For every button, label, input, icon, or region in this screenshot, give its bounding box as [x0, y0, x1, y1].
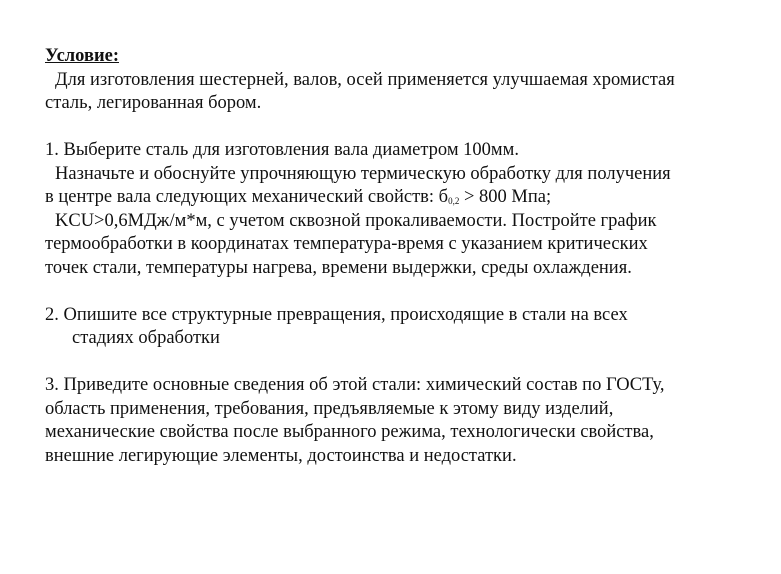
task-1-line: KCU>0,6МДж/м*м, с учетом сквозной прокаливаемости. Постройте график [55, 210, 657, 231]
task-3-line: 3. Приведите основные сведения об этой стали: химический состав по ГОСТу, [45, 375, 665, 395]
task-1-text: > 800 Мпа; [459, 187, 552, 207]
task-3-line: механические свойства после выбранного режима, технологически свойства, [45, 422, 654, 442]
task-1-line: Назначьте и обоснуйте упрочняющую термическую обработку для получения [55, 163, 671, 184]
paragraph-gap [45, 116, 765, 140]
task-3-line: область применения, требования, предъявляемые к этому виду изделий, [45, 398, 614, 419]
condition-title: Условие: [45, 46, 119, 66]
condition-text-line: сталь, легированная бором. [45, 93, 262, 113]
task-1-line: точек стали, температуры нагрева, времени выдержки, среды охлаждения. [45, 257, 632, 278]
document-body [45, 45, 765, 468]
task-3-line: внешние легирующие элементы, достоинства и недостатки. [45, 445, 517, 466]
task-1-section [45, 139, 765, 280]
task-2-line: стадиях обработки [72, 328, 220, 348]
task-2-section [45, 304, 765, 351]
paragraph-gap [45, 351, 765, 375]
task-1-line-with-subscript [45, 186, 765, 210]
task-1-text: в центре вала следующих механический свойств: б [45, 187, 449, 207]
task-3-section [45, 374, 765, 468]
task-2-line: 2. Опишите все структурные превращения, происходящие в стали на всех [45, 304, 628, 325]
task-1-line: термообработки в координатах температура-время с указанием критических [45, 234, 648, 254]
task-1-line: 1. Выберите сталь для изготовления вала диаметром 100мм. [45, 140, 519, 160]
condition-text-line: Для изготовления шестерней, валов, осей применяется улучшаемая хромистая [55, 69, 675, 90]
yield-strength-subscript: 0,2 [448, 196, 460, 206]
condition-section [45, 45, 765, 116]
paragraph-gap [45, 280, 765, 304]
